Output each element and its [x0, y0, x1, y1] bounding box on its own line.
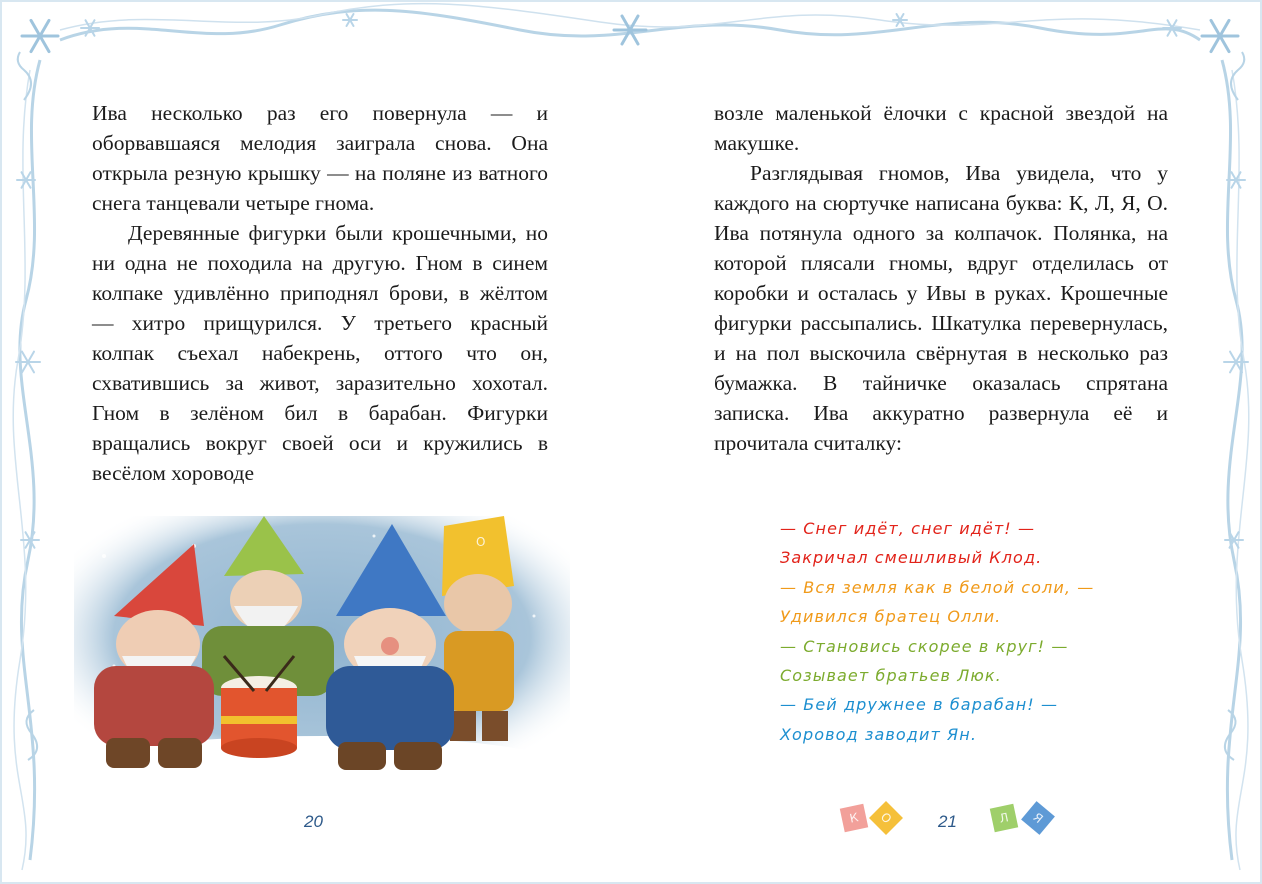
poem-line: Созывает братьев Люк.: [780, 666, 1002, 686]
poem-line: Закричал смешливый Клод.: [780, 548, 1043, 568]
poem-line: — Вся земля как в белой соли, —: [780, 577, 1095, 597]
letter-tile-o: О: [869, 801, 903, 835]
poem-line: Удивился братец Олли.: [780, 607, 1002, 627]
gnome-letter-o: О: [476, 535, 486, 549]
letter-tile-k: К: [840, 804, 868, 832]
right-paragraph-1: возле маленькой ёлочки с красной звездой на макушке.: [714, 101, 1168, 155]
poem-line: — Снег идёт, снег идёт! —: [780, 519, 1036, 538]
left-paragraph-2: Деревянные фигурки были крошечными, но ни одна не походила на другую. Гном в синем колпаке удивлённо приподнял брови, в жёлтом — хитро прищурился. У третьего красный колпак съехал набекрень, оттого что он, схватившись за живот, заразительно хохотал. Гном в зелёном бил в барабан. Фигурки вращались вокруг своей оси и кружились в весёлом хороводе: [92, 221, 548, 485]
page-number-left: 20: [304, 812, 323, 831]
poem-line: — Бей дружнее в барабан! —: [780, 695, 1059, 715]
right-page-text: [714, 98, 1168, 458]
counting-rhyme: [780, 514, 1160, 749]
left-paragraph-1: Ива несколько раз его повернула — и оборвавшаяся мелодия заиграла снова. Она открыла резную крышку — на поляне из ватного снега танцевали четыре гнома.: [92, 101, 548, 215]
letter-tile-ya: Я: [1021, 801, 1055, 835]
letter-tile-l: Л: [990, 804, 1018, 832]
poem-line: — Становись скорее в круг! —: [780, 636, 1069, 656]
poem-line: Хоровод заводит Ян.: [780, 724, 978, 744]
four-gnomes-illustration-icon: [74, 516, 570, 784]
left-page-text: [92, 98, 548, 488]
right-paragraph-2: Разглядывая гномов, Ива увидела, что у каждого на сюртучке написана буква: К, Л, Я, О. Ива потянула одного за колпачок. Полянка, на которой плясали гномы, вдруг отделилась от коробки и осталась у Ивы в руках. Крошечные фигурки рассыпались. Шкатулка перевернулась, и на пол выскочила свёрнутая в несколько раз бумажка. В тайничке оказалась спрятана записка. Ива аккуратно развернула её и прочитала считалку:: [714, 161, 1168, 455]
page-number-right: 21: [938, 812, 957, 831]
